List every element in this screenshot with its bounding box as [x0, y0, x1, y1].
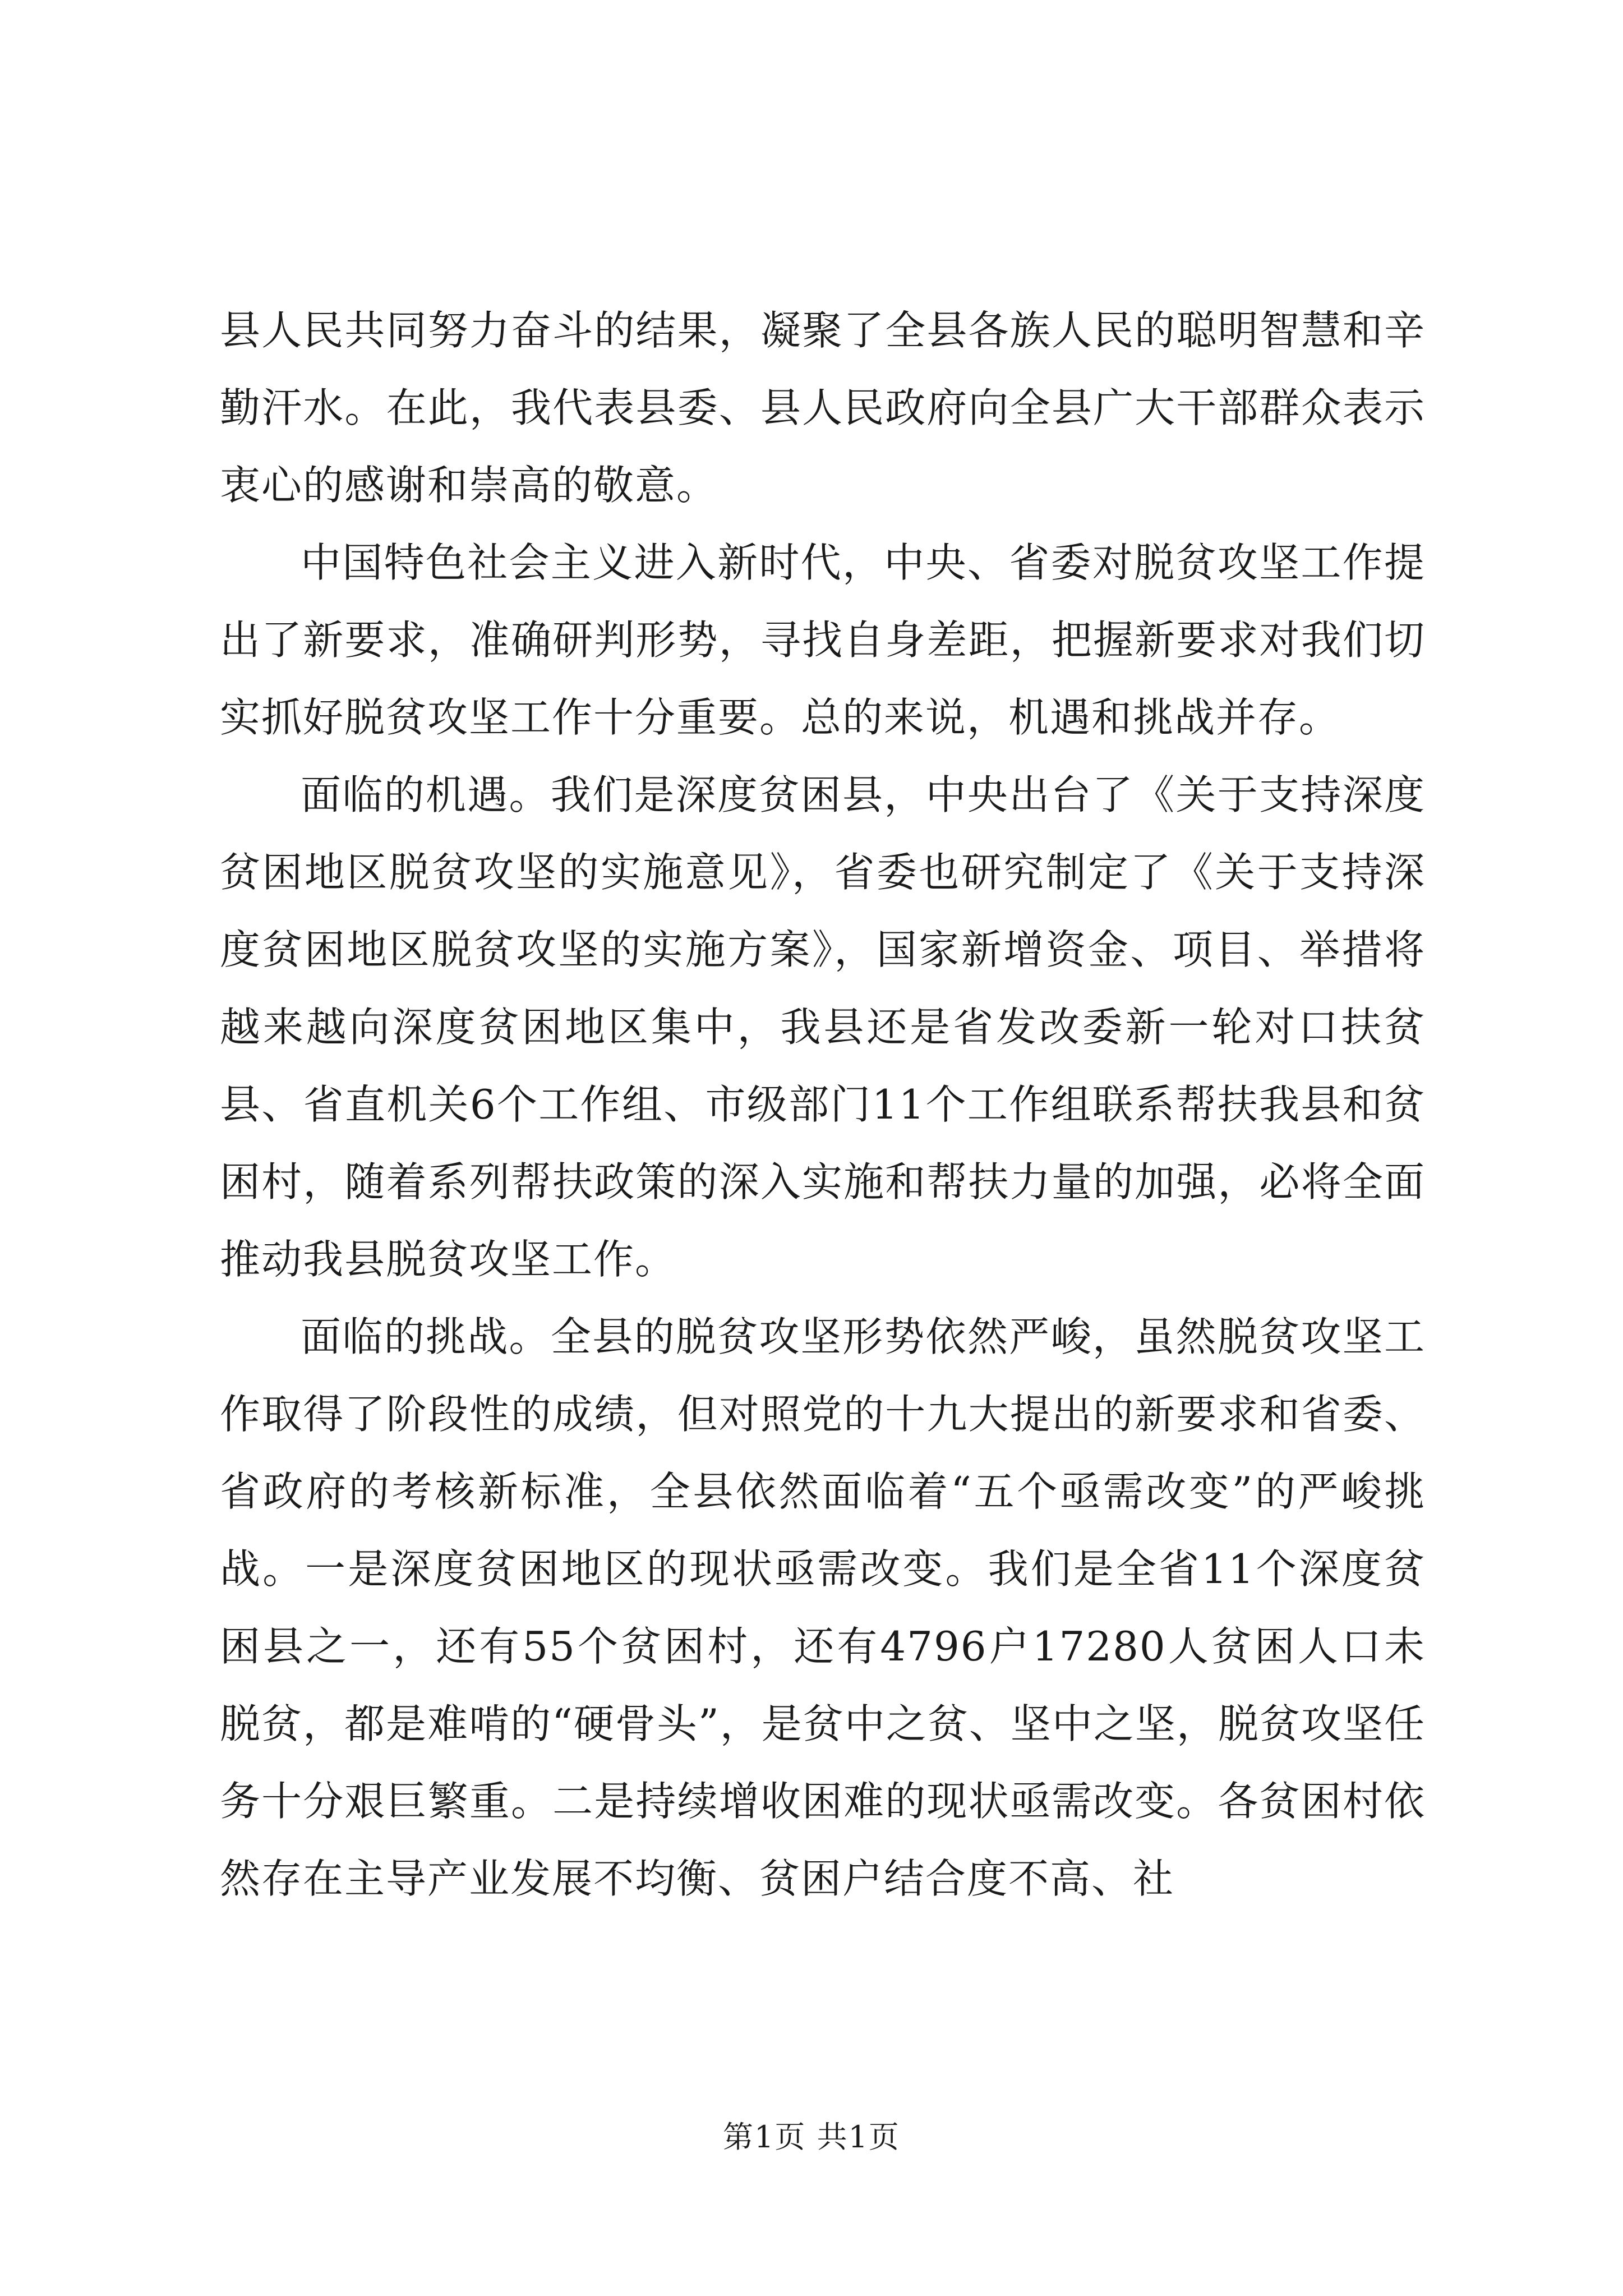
paragraph-new-era: 中国特色社会主义进入新时代，中央、省委对脱贫攻坚工作提出了新要求，准确研判形势，寻找自身差距，把握新要求对我们切实抓好脱贫攻坚工作十分重要。总的来说，机遇和挑战并存。 [220, 539, 1426, 741]
paragraph-opportunities: 面临的机遇。我们是深度贫困县，中央出台了《关于支持深度贫困地区脱贫攻坚的实施意见》，省委也研究制定了《关于支持深度贫困地区脱贫攻坚的实施方案》，国家新增资金、项目、举措将越来越向深度贫困地区集中，我县还是省发改委新一轮对口扶贫县、省直机关6个工作组、市级部门11个工作组联系帮扶我县和贫困村，随着系列帮扶政策的深入实施和帮扶力量的加强，必将全面推动我县脱贫攻坚工作。 [220, 771, 1426, 1283]
paragraph-challenges: 面临的挑战。全县的脱贫攻坚形势依然严峻，虽然脱贫攻坚工作取得了阶段性的成绩，但对照党的十九大提出的新要求和省委、省政府的考核新标准，全县依然面临着“五个亟需改变”的严峻挑战。一是深度贫困地区的现状亟需改变。我们是全省11个深度贫困县之一，还有55个贫困村，还有4796户17280人贫困人口未脱贫，都是难啃的“硬骨头”，是贫中之贫、坚中之坚，脱贫攻坚任务十分艰巨繁重。二是持续增收困难的现状亟需改变。各贫困村依然存在主导产业发展不均衡、贫困户结合度不高、社 [220, 1313, 1426, 1902]
page-footer: 第1页 共1页 [723, 2119, 900, 2155]
document-body [220, 292, 1426, 1917]
paragraph-continuation: 县人民共同努力奋斗的结果，凝聚了全县各族人民的聪明智慧和辛勤汗水。在此，我代表县委、县人民政府向全县广大干部群众表示衷心的感谢和崇高的敬意。 [220, 307, 1426, 509]
